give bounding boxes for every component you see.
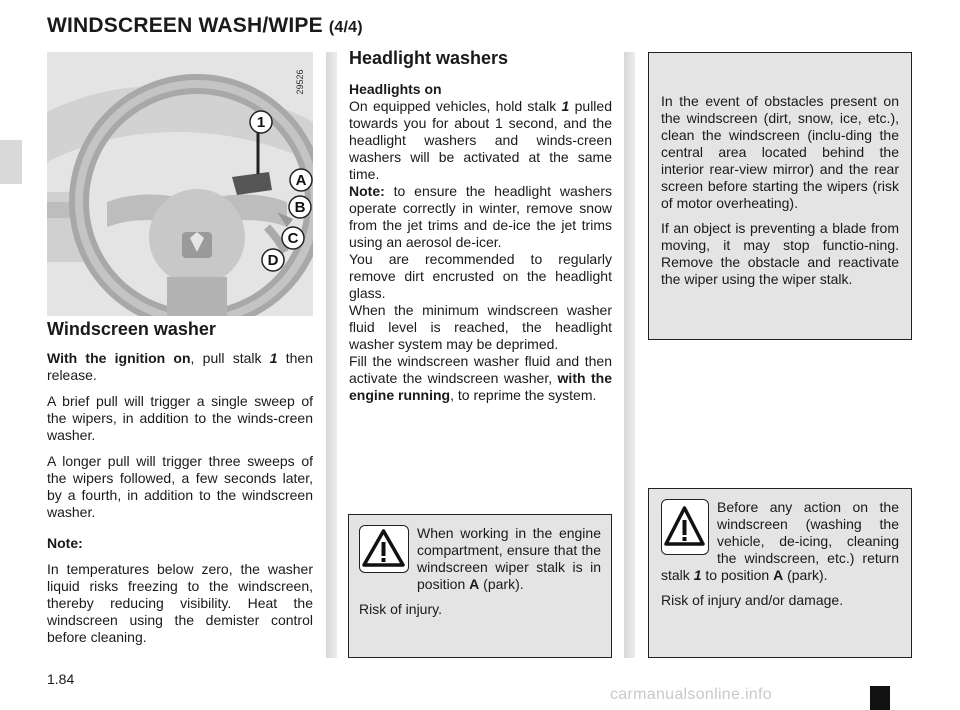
page-title: [47, 14, 363, 38]
photo-ref-code: 29526: [295, 69, 305, 95]
svg-text:A: A: [295, 172, 307, 189]
callout-A: [290, 169, 312, 191]
paragraph: If an object is preventing a blade from moving, it may stop functio-ning. Remove the obstacle and reactivate the wiper using the wiper stalk.: [661, 220, 899, 287]
paragraph: In the event of obstacles present on the windscreen (dirt, snow, ice, etc.), clean the windscreen (inclu-ding the central area located behind the interior rear-view mirror) and the rear screen before starting the wipers (risk of motor overheating).: [661, 93, 899, 211]
windscreen-washer-section: [47, 321, 313, 655]
svg-text:C: C: [287, 230, 299, 247]
paragraph: When the minimum windscreen washer fluid level is reached, the headlight washer system may be deprimed.: [349, 302, 612, 352]
warning-box-engine: [348, 514, 612, 658]
svg-text:D: D: [267, 252, 279, 269]
section-heading: Headlight washers: [349, 48, 509, 68]
corner-mark: [870, 686, 890, 710]
paragraph: You are recommended to regularly remove dirt encrusted on the headlight glass.: [349, 251, 612, 301]
page-title-part: (4/4): [328, 19, 363, 36]
svg-text:B: B: [294, 199, 306, 216]
paragraph: Fill the windscreen washer fluid and then activate the windscreen washer, with the engine running, to reprime the system.: [349, 353, 612, 403]
note-text: In temperatures below zero, the washer liquid risks freezing to the windscreen, thereby reducing visibility. Heat the windscreen using the demister control before cleaning.: [47, 561, 313, 645]
column-divider-left: [326, 52, 337, 658]
warning-text: When working in the engine compartment, ensure that the windscreen wiper stalk is in position A (park).: [417, 525, 601, 592]
watermark: carmanualsonline.info: [610, 686, 772, 703]
callout-1: [250, 111, 272, 133]
warning-text: Before any action on the windscreen (washing the vehicle, de-icing, cleaning the windscreen, etc.) return stalk 1 to position A (park).: [661, 499, 899, 583]
warning-triangle-icon: [359, 525, 409, 573]
callout-C: [282, 227, 304, 249]
subheading: Headlights on: [349, 81, 442, 97]
svg-text:1: 1: [256, 114, 266, 131]
headlight-washers-section: [349, 50, 612, 404]
paragraph: On equipped vehicles, hold stalk 1 pulled towards you for about 1 second, and the headlight washers and winds-creen washers will be activated at the same time.: [349, 98, 612, 182]
page-number: 1.84: [47, 671, 75, 687]
steering-wheel-illustration: [47, 52, 313, 316]
section-heading: Windscreen washer: [47, 319, 216, 339]
risk-text: Risk of injury and/or damage.: [661, 592, 844, 608]
callout-D: [262, 249, 284, 271]
paragraph: A brief pull will trigger a single sweep of the wipers, in addition to the winds-creen washer.: [47, 393, 313, 443]
column-divider-right: [624, 52, 635, 658]
paragraph: With the ignition on, pull stalk 1 then release.: [47, 350, 313, 383]
warning-box-damage: [648, 488, 912, 658]
note-paragraph: Note: to ensure the headlight washers operate correctly in winter, remove snow from the jet trims and de-ice the jet trims using an aerosol de-icer.: [349, 183, 612, 250]
callout-B: [289, 196, 311, 218]
steering-wheel-drawing: [47, 52, 313, 316]
warning-triangle-icon: [661, 499, 709, 555]
chapter-tab: [0, 140, 22, 184]
info-box-obstacles: [648, 52, 912, 340]
note-label: Note:: [47, 535, 83, 551]
page-title-text: WINDSCREEN WASH/WIPE: [47, 14, 323, 37]
paragraph: A longer pull will trigger three sweeps of the wipers followed, a few seconds later, by a fourth, in addition to the windscreen washer.: [47, 453, 313, 520]
risk-text: Risk of injury.: [359, 601, 442, 617]
